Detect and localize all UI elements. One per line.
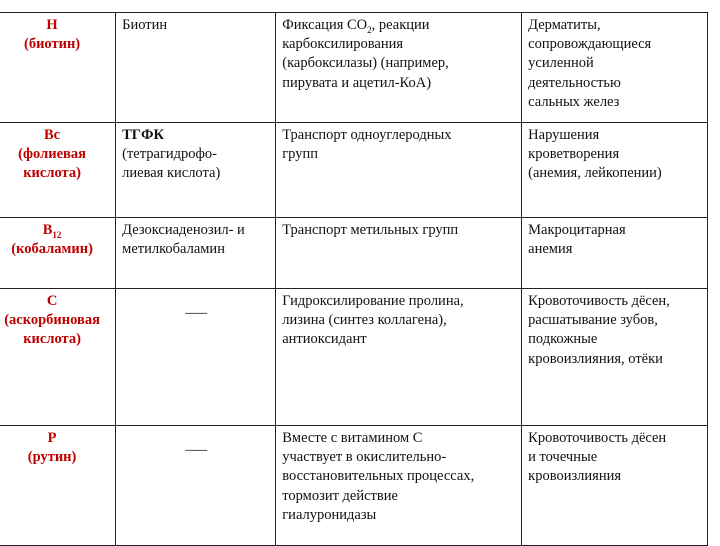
cell-text: пирувата и ацетил-КоА) [282, 74, 432, 91]
cell-text: групп [282, 146, 319, 163]
coenzyme-cell [116, 123, 276, 218]
function-cell [276, 218, 522, 289]
cell-line [282, 506, 516, 525]
deficiency-cell [522, 218, 708, 289]
cell-line [282, 448, 516, 467]
cell-text: Кровоточивость дёсен [528, 430, 667, 446]
table-row-rutin [0, 426, 708, 546]
deficiency-cell [522, 123, 708, 218]
cell-text: деятельностью [528, 74, 621, 91]
cell-text: кислота) [23, 331, 81, 348]
cell-line [282, 54, 516, 73]
table-row-folic-acid [0, 123, 708, 218]
coenzyme-cell [116, 13, 276, 123]
cell-text: лизина (синтез коллагена), [282, 312, 447, 329]
cell-text: сопровождающиеся [528, 36, 652, 53]
cell-line [0, 145, 115, 164]
cell-text: анемия [528, 241, 573, 258]
cell-text: кровоизлияния [528, 468, 622, 485]
table-row-cobalamin [0, 218, 708, 289]
cell-text: , реакции [371, 17, 430, 33]
cell-line [528, 292, 702, 311]
cell-line [122, 164, 270, 183]
table-row-biotin [0, 13, 708, 123]
cell-line [282, 292, 516, 311]
cell-line [282, 221, 516, 240]
cell-line [0, 330, 115, 349]
cell-line [0, 292, 115, 311]
cell-text: (кобаламин) [11, 241, 93, 258]
cell-text: Транспорт метильных групп [282, 222, 459, 238]
cell-line [282, 429, 516, 448]
cell-text: Гидроксилирование пролина, [282, 293, 464, 309]
cell-line [0, 311, 115, 330]
cell-text: (фолиевая [18, 146, 86, 163]
cell-line [282, 330, 516, 349]
cell-line [282, 35, 516, 54]
cell-line [528, 145, 702, 164]
cell-text: кровоизлияния, отёки [528, 350, 663, 367]
cell-line [528, 164, 702, 183]
cell-text: Дерматиты, [528, 17, 601, 33]
cell-text: Р [47, 430, 57, 446]
cell-text: Вс [44, 127, 61, 143]
cell-line [528, 330, 702, 349]
coenzyme-cell [116, 218, 276, 289]
empty-dash: ___ [185, 437, 208, 453]
cell-line [0, 35, 115, 54]
cell-text: участвует в окислительно- [282, 449, 447, 466]
cell-text: подкожные [528, 331, 598, 348]
cell-line [122, 240, 270, 259]
cell-line [282, 487, 516, 506]
cell-line [528, 16, 702, 35]
function-cell [276, 123, 522, 218]
cell-line [528, 35, 702, 54]
function-cell [276, 426, 522, 546]
cell-text: Дезоксиаденозил- и [122, 222, 245, 238]
cell-line [122, 436, 270, 455]
cell-text: (анемия, лейкопении) [528, 165, 662, 182]
cell-text: (тетрагидрофо- [122, 146, 217, 163]
cell-text: сальных желез [528, 93, 620, 110]
cell-text: Вместе с витамином С [282, 430, 423, 446]
cell-text: (аскорбиновая [4, 312, 100, 329]
vitamin-cell [0, 426, 116, 546]
cell-line [282, 126, 516, 145]
cell-line [282, 74, 516, 93]
cell-text: расшатывание зубов, [528, 312, 658, 329]
coenzyme-cell [116, 426, 276, 546]
cell-line [0, 221, 115, 240]
cell-line [528, 221, 702, 240]
cell-text: Нарушения [528, 127, 600, 143]
cell-line [122, 16, 270, 35]
cell-line [282, 16, 516, 35]
subscript: 12 [52, 229, 62, 240]
cell-line [0, 164, 115, 183]
cell-text: усиленной [528, 55, 594, 72]
vitamin-cell [0, 123, 116, 218]
cell-text: карбоксилирования [282, 36, 404, 53]
cell-text: В [42, 222, 53, 238]
cell-line [0, 240, 115, 259]
deficiency-cell [522, 13, 708, 123]
cell-line [528, 448, 702, 467]
cell-text: лиевая кислота) [122, 165, 221, 182]
cell-line [0, 429, 115, 448]
cell-line [528, 350, 702, 369]
cell-text: восстановительных процессах, [282, 468, 475, 485]
cell-text: (рутин) [27, 449, 77, 466]
cell-text: Н [46, 17, 58, 33]
cell-line [528, 429, 702, 448]
cell-line [282, 467, 516, 486]
cell-line [122, 299, 270, 318]
vitamin-cell [0, 218, 116, 289]
cell-text: Транспорт одноуглеродных [282, 127, 452, 143]
table-row-ascorbic-acid [0, 289, 708, 426]
cell-line [528, 126, 702, 145]
cell-text: (биотин) [23, 36, 81, 53]
cell-text-bold: ТГФК [122, 127, 165, 143]
cell-line [282, 311, 516, 330]
cell-text: С [46, 293, 58, 309]
cell-line [122, 221, 270, 240]
cell-line [528, 467, 702, 486]
cell-line [528, 311, 702, 330]
cell-text: гиалуронидазы [282, 506, 377, 523]
cell-line [0, 16, 115, 35]
cell-line [122, 126, 270, 145]
function-cell [276, 13, 522, 123]
cell-text: и точечные [528, 449, 598, 466]
cell-line [0, 126, 115, 145]
cell-text: кислота) [23, 165, 81, 182]
table-body [0, 13, 708, 546]
subscript: 2 [367, 24, 372, 35]
vitamin-table [0, 12, 708, 546]
cell-text: Фиксация СО [282, 17, 368, 33]
deficiency-cell [522, 289, 708, 426]
vitamin-cell [0, 289, 116, 426]
cell-text: кроветворения [528, 146, 620, 163]
cell-line [528, 54, 702, 73]
cell-line [0, 448, 115, 467]
cell-text: Кровоточивость дёсен, [528, 293, 670, 309]
cell-line [122, 145, 270, 164]
cell-text: Макроцитарная [528, 222, 626, 238]
cell-text: тормозит действие [282, 487, 398, 504]
cell-text: антиоксидант [282, 331, 367, 348]
cell-line [528, 93, 702, 112]
cell-text: метилкобаламин [122, 241, 225, 258]
cell-line [528, 74, 702, 93]
cell-text: (карбоксилазы) (например, [282, 55, 449, 72]
deficiency-cell [522, 426, 708, 546]
coenzyme-cell [116, 289, 276, 426]
empty-dash: ___ [185, 300, 208, 316]
cell-line [282, 145, 516, 164]
vitamin-cell [0, 13, 116, 123]
cell-text: Биотин [122, 17, 168, 33]
cell-line [528, 240, 702, 259]
function-cell [276, 289, 522, 426]
